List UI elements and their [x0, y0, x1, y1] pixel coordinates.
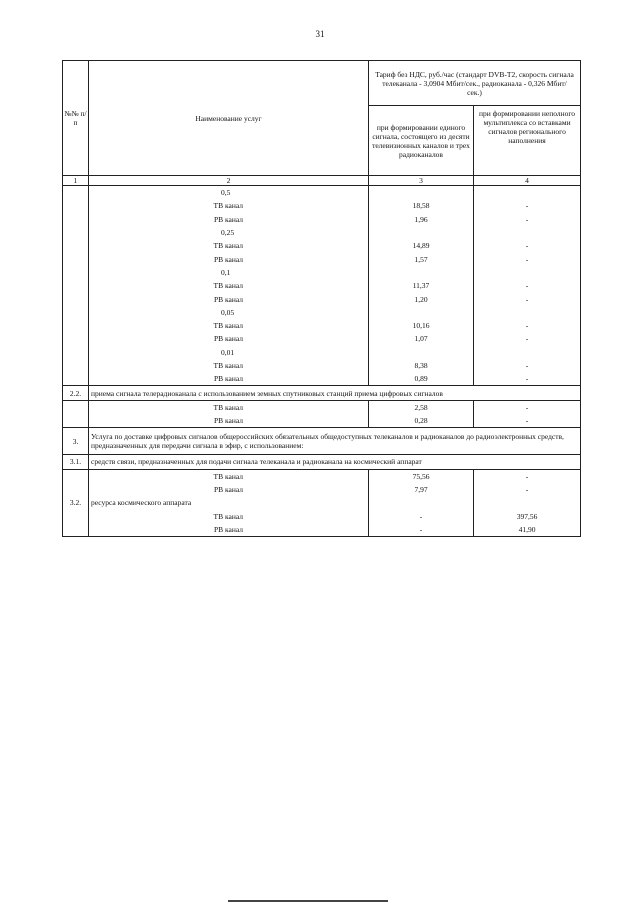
table-row — [63, 213, 581, 226]
level-cell — [89, 306, 369, 319]
table-row — [63, 523, 581, 537]
value-col3: 10,16 — [369, 319, 474, 332]
level-label: 0,1 — [221, 267, 231, 277]
channel-label: РВ канал — [213, 524, 243, 534]
num-cell — [63, 319, 89, 332]
section-number: 3.1. — [63, 455, 89, 469]
header-col3: при формировании единого сигнала, состоящего из десяти телевизионных каналов и трех радиоканалов — [369, 106, 474, 176]
num-cell — [63, 510, 89, 523]
table-row — [63, 279, 581, 292]
value-col3: 1,20 — [369, 292, 474, 305]
value-col3: 1,07 — [369, 332, 474, 345]
value-col3 — [369, 226, 474, 239]
table-row — [63, 469, 581, 483]
value-col3 — [369, 186, 474, 200]
value-col4: - — [474, 469, 581, 483]
num-cell — [63, 266, 89, 279]
name-cell — [89, 279, 369, 292]
value-col3: 11,37 — [369, 279, 474, 292]
num-cell — [63, 226, 89, 239]
section-number: 3. — [63, 428, 89, 455]
name-cell — [89, 239, 369, 252]
table-row — [63, 359, 581, 372]
value-col3: 7,97 — [369, 483, 474, 496]
level-cell — [89, 346, 369, 359]
num-cell — [63, 523, 89, 537]
level-label: 0,25 — [221, 228, 235, 238]
name-cell — [89, 359, 369, 372]
header-name: Наименование услуг — [89, 61, 369, 176]
section-row — [63, 428, 581, 455]
channel-label: РВ канал — [213, 254, 243, 264]
num-cell — [63, 199, 89, 212]
section-number: 2.2. — [63, 386, 89, 400]
name-cell — [89, 332, 369, 345]
value-col4: - — [474, 483, 581, 496]
channel-label: ТВ канал — [213, 321, 243, 331]
name-cell — [89, 319, 369, 332]
level-row — [63, 226, 581, 239]
table-row — [63, 239, 581, 252]
col-number: 3 — [369, 176, 474, 186]
level-row — [63, 266, 581, 279]
level-label: 0,05 — [221, 307, 235, 317]
channel-label: РВ канал — [213, 416, 243, 426]
value-col4: - — [474, 252, 581, 265]
value-col4: - — [474, 332, 581, 345]
name-cell — [89, 483, 369, 496]
value-col3: 18,58 — [369, 199, 474, 212]
value-col4: - — [474, 292, 581, 305]
value-col4: - — [474, 279, 581, 292]
name-cell — [89, 414, 369, 428]
value-col3: - — [369, 510, 474, 523]
value-col4 — [474, 266, 581, 279]
num-cell — [63, 186, 89, 200]
num-cell — [63, 346, 89, 359]
num-cell — [63, 213, 89, 226]
channel-label: ТВ канал — [213, 241, 243, 251]
channel-label: РВ канал — [213, 214, 243, 224]
channel-label: ТВ канал — [213, 471, 243, 481]
num-cell — [63, 414, 89, 428]
table-row — [63, 483, 581, 496]
name-cell — [89, 523, 369, 537]
value-col3: 0,28 — [369, 414, 474, 428]
num-cell — [63, 469, 89, 483]
level-cell — [89, 266, 369, 279]
value-col4 — [474, 346, 581, 359]
value-col4: - — [474, 400, 581, 414]
section-row — [63, 496, 581, 509]
value-col4 — [474, 186, 581, 200]
table-row — [63, 292, 581, 305]
num-cell — [63, 483, 89, 496]
value-col4: - — [474, 319, 581, 332]
name-cell — [89, 292, 369, 305]
channel-label: ТВ канал — [213, 511, 243, 521]
section-title: ресурса космического аппарата — [89, 496, 369, 509]
num-cell — [63, 239, 89, 252]
channel-label: ТВ канал — [213, 402, 243, 412]
section-row — [63, 386, 581, 400]
channel-label: ТВ канал — [213, 281, 243, 291]
value-col4: - — [474, 359, 581, 372]
channel-label: РВ канал — [213, 374, 243, 384]
value-col4: - — [474, 199, 581, 212]
value-col4 — [474, 496, 581, 509]
name-cell — [89, 469, 369, 483]
level-row — [63, 186, 581, 200]
table-row — [63, 400, 581, 414]
section-title: приема сигнала телерадиоканала с использованием земных спутниковых станций приема цифровых сигналов — [89, 386, 581, 400]
col-number: 4 — [474, 176, 581, 186]
channel-label: ТВ канал — [213, 201, 243, 211]
name-cell — [89, 510, 369, 523]
section-row — [63, 455, 581, 469]
column-number-row — [63, 176, 581, 186]
value-col4 — [474, 306, 581, 319]
col-number: 1 — [63, 176, 89, 186]
table-row — [63, 319, 581, 332]
name-cell — [89, 199, 369, 212]
value-col3: 2,58 — [369, 400, 474, 414]
header-tariff-group: Тариф без НДС, руб./час (стандарт DVB-T2, скорость сигнала телеканала - 3,0904 Мбит/сек., радиоканала - 0,326 Мбит/сек.) — [369, 61, 581, 106]
value-col3: 8,38 — [369, 359, 474, 372]
level-cell — [89, 226, 369, 239]
value-col4 — [474, 226, 581, 239]
num-cell — [63, 372, 89, 386]
page-number: 31 — [315, 29, 325, 39]
name-cell — [89, 252, 369, 265]
col-number: 2 — [89, 176, 369, 186]
level-row — [63, 346, 581, 359]
value-col4: 41,90 — [474, 523, 581, 537]
header-row — [63, 61, 581, 106]
value-col3 — [369, 496, 474, 509]
footer-line — [228, 900, 388, 902]
level-row — [63, 306, 581, 319]
header-col4: при формировании неполного мультиплекса со вставками сигналов регионального наполнения — [474, 106, 581, 176]
num-cell — [63, 306, 89, 319]
tariff-table — [62, 60, 581, 537]
table-row — [63, 332, 581, 345]
value-col4: - — [474, 239, 581, 252]
table-row — [63, 414, 581, 428]
value-col3 — [369, 346, 474, 359]
name-cell — [89, 372, 369, 386]
table-row — [63, 252, 581, 265]
value-col3: 75,56 — [369, 469, 474, 483]
num-cell — [63, 279, 89, 292]
section-title: средств связи, предназначенных для подачи сигнала телеканала и радиоканала на космический аппарат — [89, 455, 581, 469]
value-col3: - — [369, 523, 474, 537]
table-row — [63, 510, 581, 523]
value-col3: 0,89 — [369, 372, 474, 386]
name-cell — [89, 400, 369, 414]
num-cell — [63, 359, 89, 372]
table-row — [63, 199, 581, 212]
value-col3 — [369, 306, 474, 319]
channel-label: РВ канал — [213, 485, 243, 495]
num-cell — [63, 400, 89, 414]
num-cell — [63, 332, 89, 345]
table-row — [63, 372, 581, 386]
value-col4: - — [474, 414, 581, 428]
value-col3: 14,89 — [369, 239, 474, 252]
section-title: Услуга по доставке цифровых сигналов общероссийских обязательных общедоступных телеканалов и радиоканалов до радиоэлектронных средств, предназначенных для передачи сигнала в эфир, с использованием: — [89, 428, 581, 455]
num-cell — [63, 252, 89, 265]
level-label: 0,01 — [221, 347, 235, 357]
value-col3: 1,96 — [369, 213, 474, 226]
value-col3: 1,57 — [369, 252, 474, 265]
level-label: 0,5 — [221, 188, 231, 198]
value-col4: - — [474, 213, 581, 226]
value-col4: - — [474, 372, 581, 386]
header-num: №№ п/п — [63, 61, 89, 176]
value-col3 — [369, 266, 474, 279]
num-cell — [63, 292, 89, 305]
channel-label: РВ канал — [213, 334, 243, 344]
channel-label: ТВ канал — [213, 361, 243, 370]
section-number: 3.2. — [63, 496, 89, 509]
channel-label: РВ канал — [213, 294, 243, 304]
value-col4: 397,56 — [474, 510, 581, 523]
level-cell — [89, 186, 369, 200]
name-cell — [89, 213, 369, 226]
